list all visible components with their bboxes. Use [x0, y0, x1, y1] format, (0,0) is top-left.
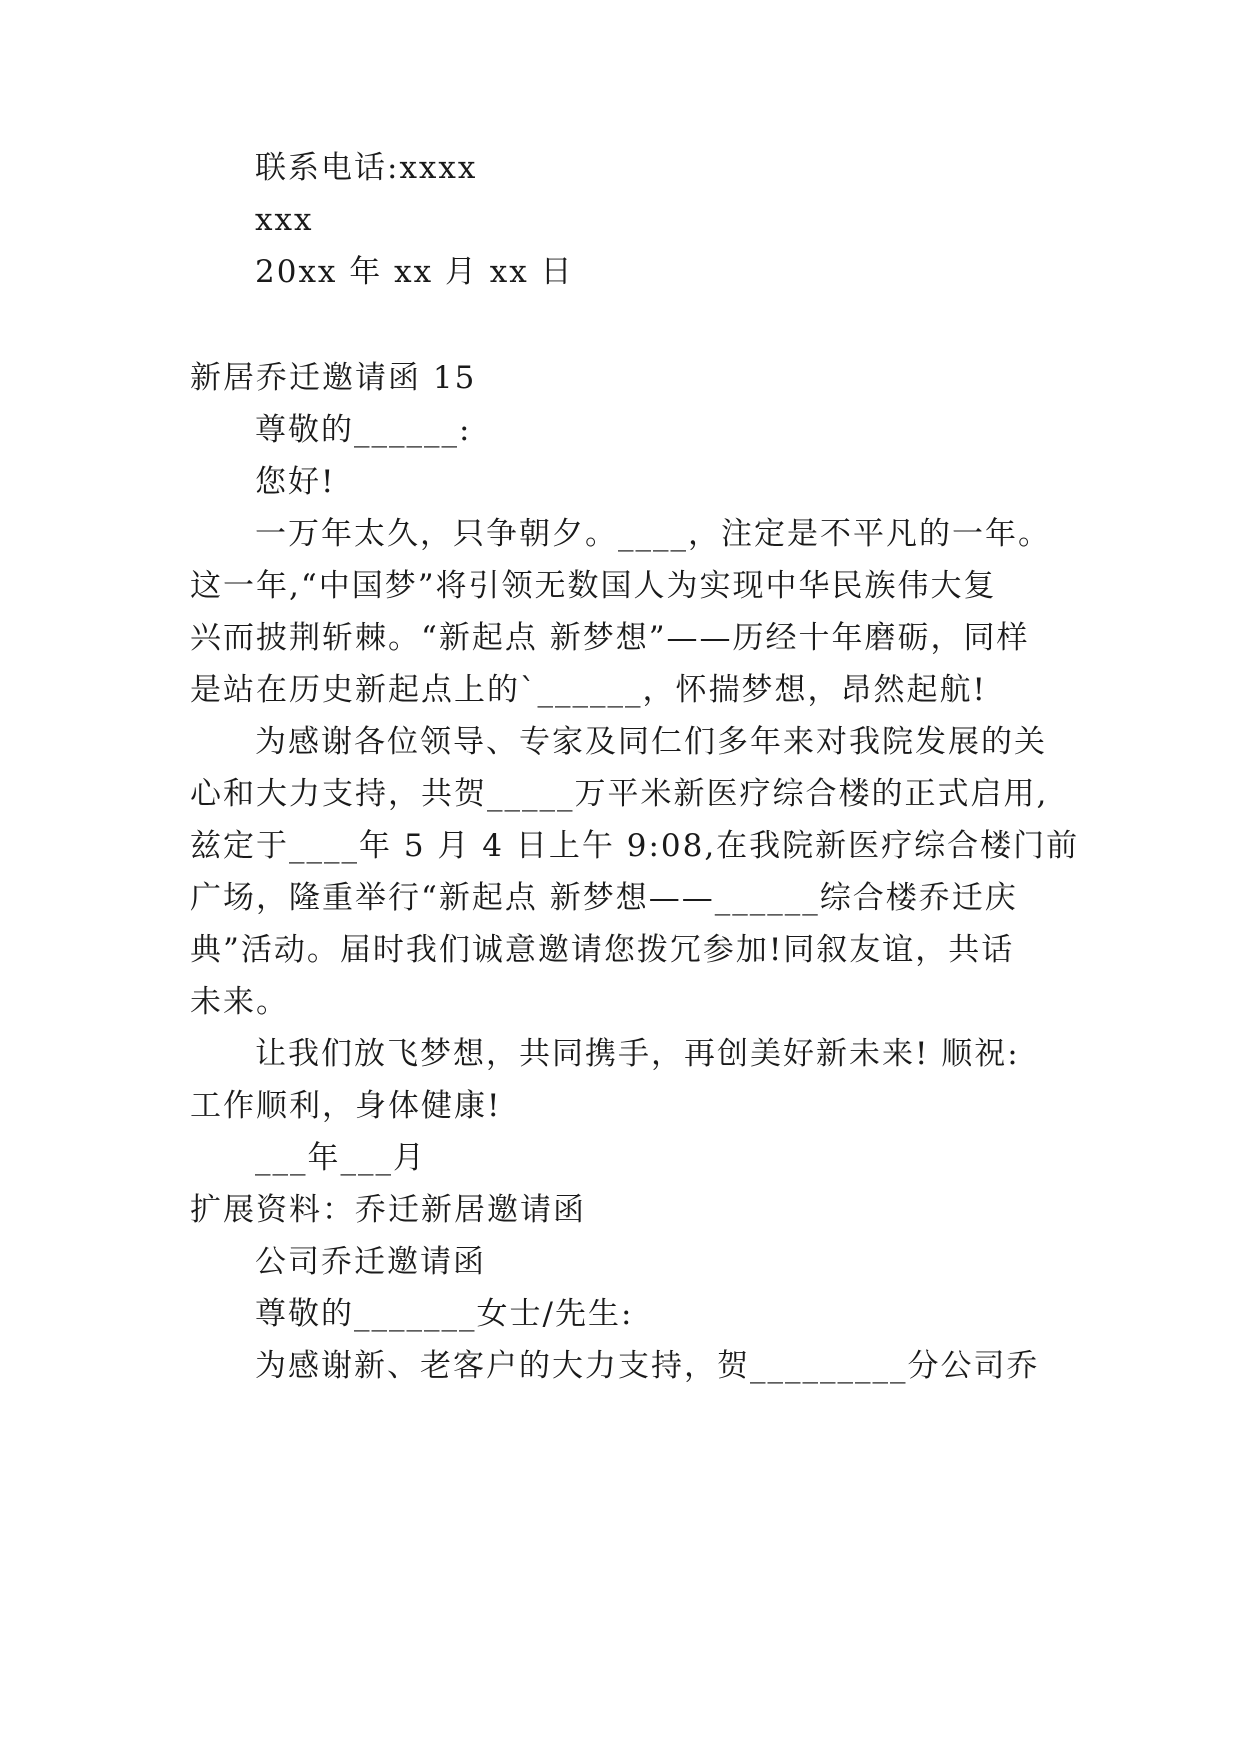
- subtitle: 公司乔迁邀请函: [255, 1244, 486, 1280]
- paragraph-line: 一万年太久，只争朝夕。____，注定是不平凡的一年。: [255, 516, 1051, 552]
- paragraph-line: 兴而披荆斩棘。“新起点 新梦想”——历经十年磨砺，同样: [190, 620, 1030, 656]
- paragraph-line: 工作顺利，身体健康!: [190, 1088, 502, 1124]
- paragraph-line: 为感谢新、老客户的大力支持，贺_________分公司乔: [255, 1348, 1040, 1384]
- signer-line: xxx: [255, 202, 314, 238]
- paragraph-line: 未来。: [190, 984, 289, 1020]
- contact-line: 联系电话:xxxx: [255, 150, 478, 186]
- paragraph-line: 广场，隆重举行“新起点 新梦想——______综合楼乔迁庆: [190, 880, 1018, 916]
- date-line: 20xx 年 xx 月 xx 日: [255, 254, 574, 290]
- paragraph-line: 这一年,“中国梦”将引领无数国人为实现中华民族伟大复: [190, 568, 997, 604]
- extended-heading: 扩展资料：乔迁新居邀请函: [190, 1192, 586, 1228]
- section-title: 新居乔迁邀请函 15: [190, 360, 477, 396]
- salutation: 尊敬的______:: [255, 412, 472, 448]
- paragraph-line: 典”活动。届时我们诚意邀请您拨冗参加!同叙友谊，共话: [190, 932, 1015, 968]
- salutation-2: 尊敬的_______女士/先生:: [255, 1296, 634, 1332]
- paragraph-line: 心和大力支持，共贺_____万平米新医疗综合楼的正式启用,: [190, 776, 1049, 812]
- greeting: 您好!: [255, 464, 336, 500]
- date-blank-line: ___年___月: [255, 1140, 426, 1176]
- paragraph-line: 兹定于____年 5 月 4 日上午 9:08,在我院新医疗综合楼门前: [190, 828, 1080, 864]
- paragraph-line: 让我们放飞梦想，共同携手，再创美好新未来! 顺祝:: [255, 1036, 1020, 1072]
- paragraph-line: 为感谢各位领导、专家及同仁们多年来对我院发展的关: [255, 724, 1047, 760]
- paragraph-line: 是站在历史新起点上的`______，怀揣梦想，昂然起航!: [190, 672, 987, 708]
